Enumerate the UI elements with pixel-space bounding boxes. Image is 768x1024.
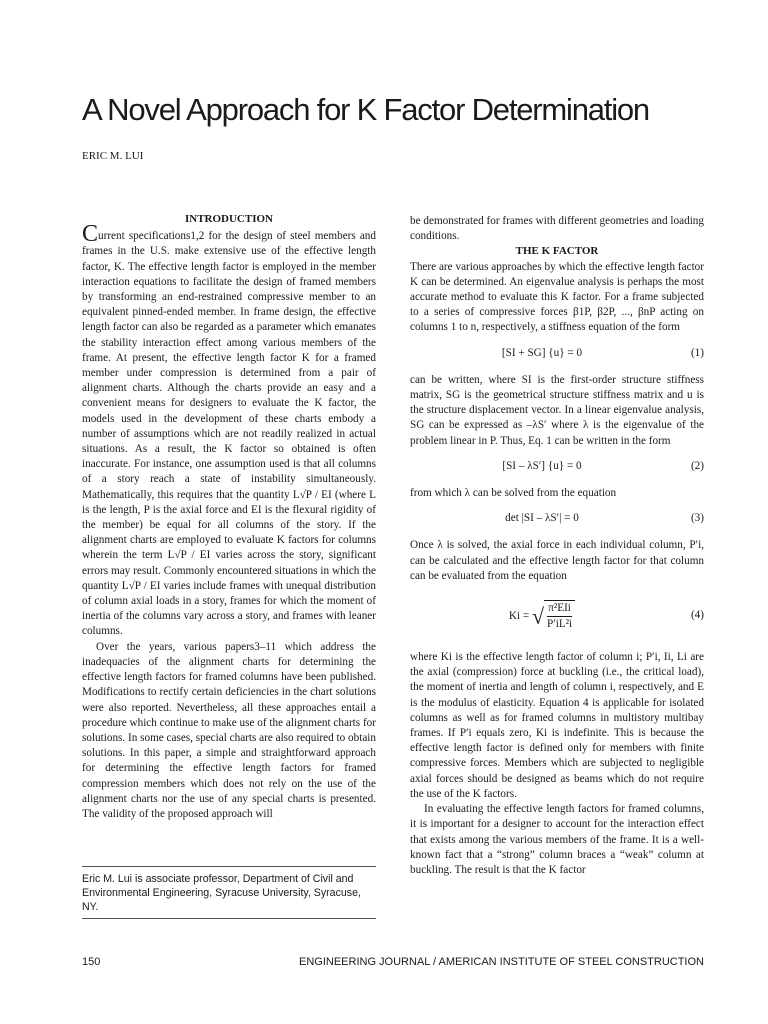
k-factor-paragraph-5: where Ki is the effective length factor of column i; P′i, Ii, Li are the axial (compression) force at buckling (i.e., the critical load), the moment of inertia and length of column i, respectively, and E is the modulus of elasticity. Equation 4 is applicable for isolated columns as well as for framed columns in multistory multibay frames. If P′i equals zero, Ki is indefinite. This is because the effective length factor is defined only for members with finite compressive forces. Members which are subjected to negligible axial forces should be designed as beams which do not require the use of the K factors. xyxy=(410,651,704,800)
continued-paragraph: be demonstrated for frames with different geometries and loading conditions. xyxy=(410,215,704,243)
left-column xyxy=(82,212,376,822)
drop-cap: C xyxy=(82,221,99,248)
intro-paragraph-1-text: urrent specifications1,2 for the design of steel members and frames in the U.S. make extensive use of the effective length factor, K. The effective length factor is employed in the member interaction equations to facilitate the design of framed members by transforming an end-restrained compressive member to an equivalent pinned-ended member. In frame design, the effective length factor can also be regarded as a parameter which emanates the stability interaction effect among various members of the frame. At present, the effective length factor K for a framed member under compression is determined from a pair of alignment charts. Although the charts provide an easy and a convenient means for designers to evaluate the K factor, the models used in the development of these charts embody a number of assumptions which are not readily realized in actual situations. As a result, the K factor so obtained is often inaccurate. For instance, one assumption used is that all columns of a story reach a state of instability simultaneously. Mathematically, this requires that the quantity L√P / EI (where L is the length, P is the axial force and EI is the flexural rigidity of the member) be equal for all columns of the story. If the alignment charts are employed to evaluate K factors for columns wherein the term L√P / EI varies across the story, significant errors may result. Commonly encountered situations in which the quantity L√P / EI varies include frames with unequal distribution of column axial loads in a story, frames for which the moment of inertia of the columns vary across a story, and frames with leaner columns. xyxy=(82,230,376,638)
equation-1-number: (1) xyxy=(690,346,704,359)
equation-2-body: [SI – λS′] {u} = 0 xyxy=(502,459,582,472)
intro-paragraph-2: Over the years, various papers3–11 which address the inadequacies of the alignment charts for determining the effective length factors for framed columns have been published. Modifications to rectify certain deficiencies in the chart solutions were also reported. Nevertheless, all these approaches entail a procedure which continue to make use of the alignment charts for solutions. In some cases, special charts are also required to obtain solutions. In this paper, a simple and straightforward approach for determining the effective length factors for framed compression members which does not rely on the use of the alignment charts nor the use of any special charts is presented. The validity of the proposed approach will xyxy=(82,640,376,820)
equation-1 xyxy=(410,346,704,361)
intro-paragraph-1 xyxy=(82,221,376,639)
equation-1-body: [SI + SG] {u} = 0 xyxy=(501,346,583,359)
journal-footer: ENGINEERING JOURNAL / AMERICAN INSTITUTE OF STEEL CONSTRUCTION xyxy=(298,956,704,968)
k-factor-heading: THE K FACTOR xyxy=(515,245,599,258)
k-factor-paragraph-2: can be written, where SI is the first-order structure stiffness matrix, SG is the geometrical structure stiffness matrix and u is the structure displacement vector. In a linear eigenvalue analysis, SG can be expressed as –λS′ where λ is the eigenvalue of the problem linear in P. Thus, Eq. 1 can be written in the form xyxy=(410,373,704,447)
author-footnote: Eric M. Lui is associate professor, Department of Civil and Environmental Engineering, Syracuse University, Syracuse, NY. xyxy=(82,873,361,913)
k-factor-paragraph-4: Once λ is solved, the axial force in each individual column, P′i, can be calculated and the effective length factor for that column can be evaluated from the equation xyxy=(410,539,704,582)
equation-2 xyxy=(410,459,704,474)
footnote-top-rule xyxy=(82,866,376,867)
equation-4-denominator: P′iL²i xyxy=(547,618,573,631)
k-factor-paragraph-1: There are various approaches by which the effective length factor K can be determined. An eigenvalue analysis is perhaps the most accurate method to evaluate this K factor. For a frame subjected to a series of compressive forces β1P, β2P, ..., βnP acting on columns 1 to n, respectively, a stiffness equation of the form xyxy=(410,260,704,334)
equation-3-number: (3) xyxy=(690,512,704,525)
equation-2-number: (2) xyxy=(690,459,704,472)
equation-4-numerator: π²EIi xyxy=(547,601,572,617)
equation-4-body xyxy=(410,600,674,632)
introduction-heading: INTRODUCTION xyxy=(184,213,273,225)
k-factor-paragraph-3: from which λ can be solved from the equation xyxy=(410,487,617,500)
equation-3-body: det |SI – λS′| = 0 xyxy=(505,512,579,525)
paper-title: A Novel Approach for K Factor Determination xyxy=(82,92,649,127)
equation-3 xyxy=(410,511,704,526)
footnote-bottom-rule xyxy=(82,918,376,919)
right-column xyxy=(410,214,704,878)
equation-4-lhs: Ki = xyxy=(508,609,530,622)
equation-4 xyxy=(410,594,704,638)
square-root-icon: √ xyxy=(531,603,545,629)
page-number: 150 xyxy=(82,956,101,968)
k-factor-paragraph-6: In evaluating the effective length factors for framed columns, it is important for a designer to account for the interaction effect that exists among the various members of the frame. It is a well-known fact that a “strong” column braces a “weak” column at buckling. The result is that the K factor xyxy=(410,803,704,876)
equation-4-fraction xyxy=(544,600,575,632)
equation-4-number: (4) xyxy=(690,609,704,622)
author-name: ERIC M. LUI xyxy=(82,150,144,162)
